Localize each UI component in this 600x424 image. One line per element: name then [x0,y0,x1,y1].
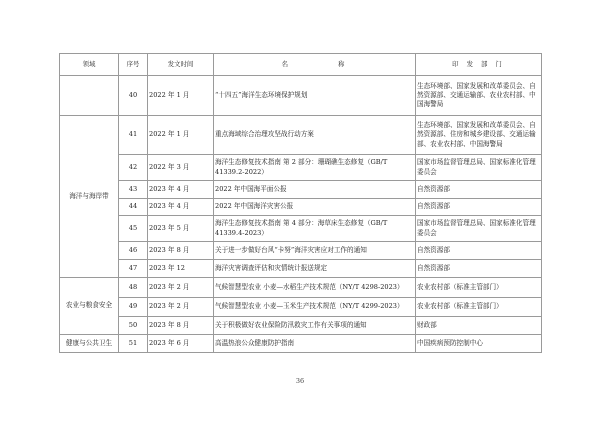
row-name: 2022 年中国海平面公报 [214,181,416,199]
row-dept: 国家市场监督管理总局、国家标准化管理委员会 [416,155,542,181]
row-date: 2023 年 4 月 [148,199,214,216]
row-date: 2022 年 1 月 [148,116,214,155]
domain-cell-agriculture: 农业与粮食安全 [60,278,119,335]
row-name: 关于进一步做好台风“卡努”海洋灾害应对工作的通知 [214,242,416,260]
domain-cell-empty [60,76,119,116]
row-number: 51 [119,335,148,353]
row-date: 2023 年 12 [148,260,214,278]
row-name: 海洋生态修复技术指南 第 2 部分：珊瑚礁生态修复（GB/T 41339.2-2022） [214,155,416,181]
row-dept: 生态环境部、国家发展和改革委员会、自然资源部、住房和城乡建设部、交通运输部、农业农村部、中国海警局 [416,116,542,155]
header-domain: 领域 [60,54,119,76]
table-row [60,260,542,278]
row-date: 2023 年 8 月 [148,317,214,335]
row-name: 海洋灾害调查评估和灾情统计报送规定 [214,260,416,278]
page-number: 36 [295,377,305,385]
row-dept: 中国疾病预防控制中心 [416,335,542,353]
row-number: 48 [119,278,148,298]
table-row [60,242,542,260]
row-dept: 自然资源部 [416,199,542,216]
row-number: 45 [119,216,148,242]
domain-cell-health: 健康与公共卫生 [60,335,119,353]
table-row [60,317,542,335]
row-dept: 农业农村部（标准主管部门） [416,278,542,298]
row-name: 关于积极做好农业保险防汛救灾工作有关事项的通知 [214,317,416,335]
row-name: 气候智慧型农业 小麦—玉米生产技术规范（NY/T 4299-2023） [214,298,416,317]
row-dept: 农业农村部（标准主管部门） [416,298,542,317]
row-name: 2022 年中国海洋灾害公报 [214,199,416,216]
row-number: 50 [119,317,148,335]
table-row [60,76,542,116]
row-number: 42 [119,155,148,181]
table-row [60,298,542,317]
header-dept: 印 发 部 门 [416,54,542,76]
row-date: 2023 年 8 月 [148,242,214,260]
row-name: 高温热浪公众健康防护指南 [214,335,416,353]
row-dept: 自然资源部 [416,181,542,199]
table-row [60,181,542,199]
table-row [60,278,542,298]
row-name: 重点海域综合治理攻坚战行动方案 [214,116,416,155]
row-date: 2023 年 5 月 [148,216,214,242]
row-date: 2023 年 2 月 [148,298,214,317]
table-header [60,54,542,76]
row-number: 46 [119,242,148,260]
row-dept: 自然资源部 [416,242,542,260]
row-dept: 国家市场监督管理总局、国家标准化管理委员会 [416,216,542,242]
row-date: 2022 年 3 月 [148,155,214,181]
row-dept: 生态环境部、国家发展和改革委员会、自然资源部、交通运输部、农业农村部、中国海警局 [416,76,542,116]
policy-table [59,53,542,353]
table-row [60,335,542,353]
row-number: 49 [119,298,148,317]
table-row [60,199,542,216]
row-name: “十四五”海洋生态环境保护规划 [214,76,416,116]
table-row [60,116,542,155]
row-number: 40 [119,76,148,116]
row-dept: 财政部 [416,317,542,335]
table-row [60,155,542,181]
row-name: 海洋生态修复技术指南 第 4 部分：海草床生态修复（GB/T 41339.4-2023） [214,216,416,242]
row-date: 2023 年 4 月 [148,181,214,199]
row-number: 43 [119,181,148,199]
header-date: 发文时间 [148,54,214,76]
row-number: 47 [119,260,148,278]
row-number: 44 [119,199,148,216]
row-dept: 自然资源部 [416,260,542,278]
row-date: 2023 年 2 月 [148,278,214,298]
domain-cell-ocean: 海洋与海岸带 [60,116,119,278]
header-number: 序号 [119,54,148,76]
row-date: 2022 年 1 月 [148,76,214,116]
row-number: 41 [119,116,148,155]
header-name: 名 称 [214,54,416,76]
row-name: 气候智慧型农业 小麦—水稻生产技术规范（NY/T 4298-2023） [214,278,416,298]
table-row [60,216,542,242]
row-date: 2023 年 6 月 [148,335,214,353]
